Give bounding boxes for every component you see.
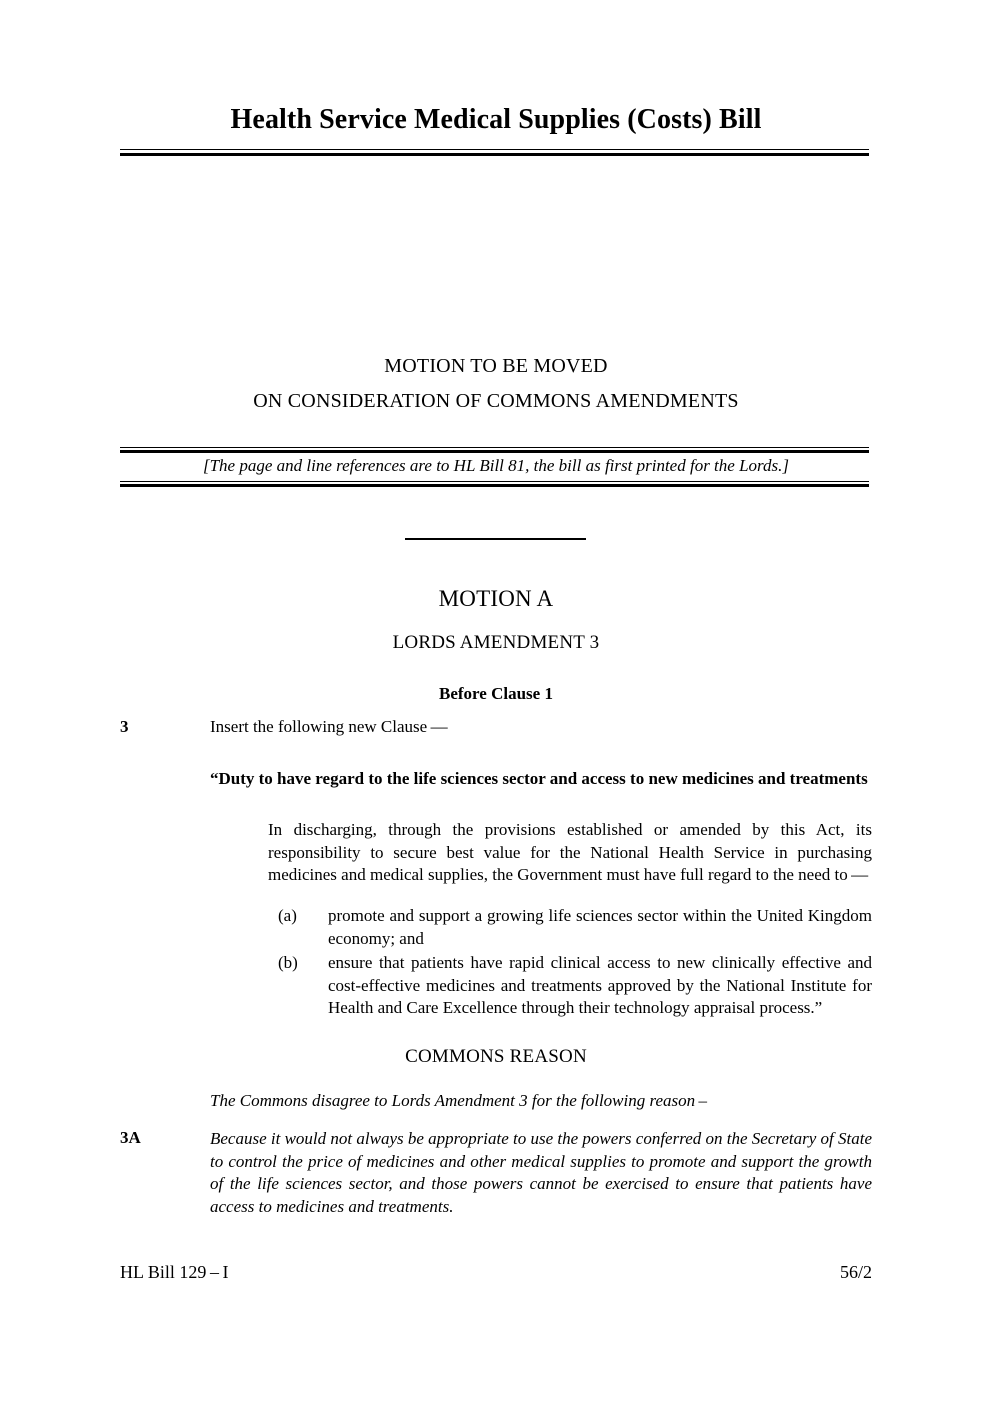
divider-line-thick [120,153,869,156]
new-clause-body: In discharging, through the provisions established or amended by this Act, its responsibility to secure best value for the National Health Service in purchasing medicines and medical supplies, the Government must have full regard to the need to — [268,820,872,885]
commons-reason-intro: The Commons disagree to Lords Amendment 3 for the following reason – [210,1091,708,1110]
footer-page-number: 56/2 [839,1262,872,1282]
amendment-instruction: Insert the following new Clause — [210,717,448,736]
motion-a-heading: MOTION A [438,586,554,611]
on-consideration-heading: ON CONSIDERATION OF COMMONS AMENDMENTS [253,390,739,412]
sub-paragraph-marker: (b) [278,953,298,973]
lords-amendment-heading: LORDS AMENDMENT 3 [392,632,600,653]
footer-bill-reference: HL Bill 129 – I [120,1262,229,1282]
section-divider-short [405,538,586,540]
commons-reason-number: 3A [120,1128,141,1147]
page-title: Health Service Medical Supplies (Costs) Bill [230,104,762,135]
amendment-number: 3 [120,717,129,736]
divider-line-thick [120,484,869,487]
divider-line-thick [120,450,869,453]
commons-reason-heading: COMMONS REASON [405,1046,587,1067]
title-divider [120,149,869,156]
new-clause-heading-line1: “Duty to have regard to the life sciences sector and access to new medicines and [210,769,786,788]
new-clause-heading-line2: treatments [789,769,868,788]
motion-to-be-moved-heading: MOTION TO BE MOVED [384,355,608,377]
note-divider-bottom [120,481,869,487]
reference-note: [The page and line references are to HL Bill 81, the bill as first printed for the Lords.] [202,456,789,475]
list-item [268,952,872,1020]
note-divider-top [120,447,869,453]
sub-paragraph-text: promote and support a growing life sciences sector within the United Kingdom economy; and [328,906,872,948]
sub-paragraph-marker: (a) [278,906,297,925]
list-item [268,905,872,950]
clause-position-heading: Before Clause 1 [439,684,553,703]
sub-paragraph-text: ensure that patients have rapid clinical access to new clinically effective and cost-effective medicines and treatments approved by the National Institute for Health and Care Excellence through their technology appraisal process.” [328,953,872,1018]
sub-paragraph-list [268,905,872,1022]
new-clause-heading [210,768,920,790]
commons-reason-text: Because it would not always be appropriate to use the powers conferred on the Secretary of State to control the price of medicines and other medical supplies to promote and support the growth of the life sciences sector, and those powers cannot be exercised to ensure that patients have access to medicines and treatments. [210,1129,872,1216]
